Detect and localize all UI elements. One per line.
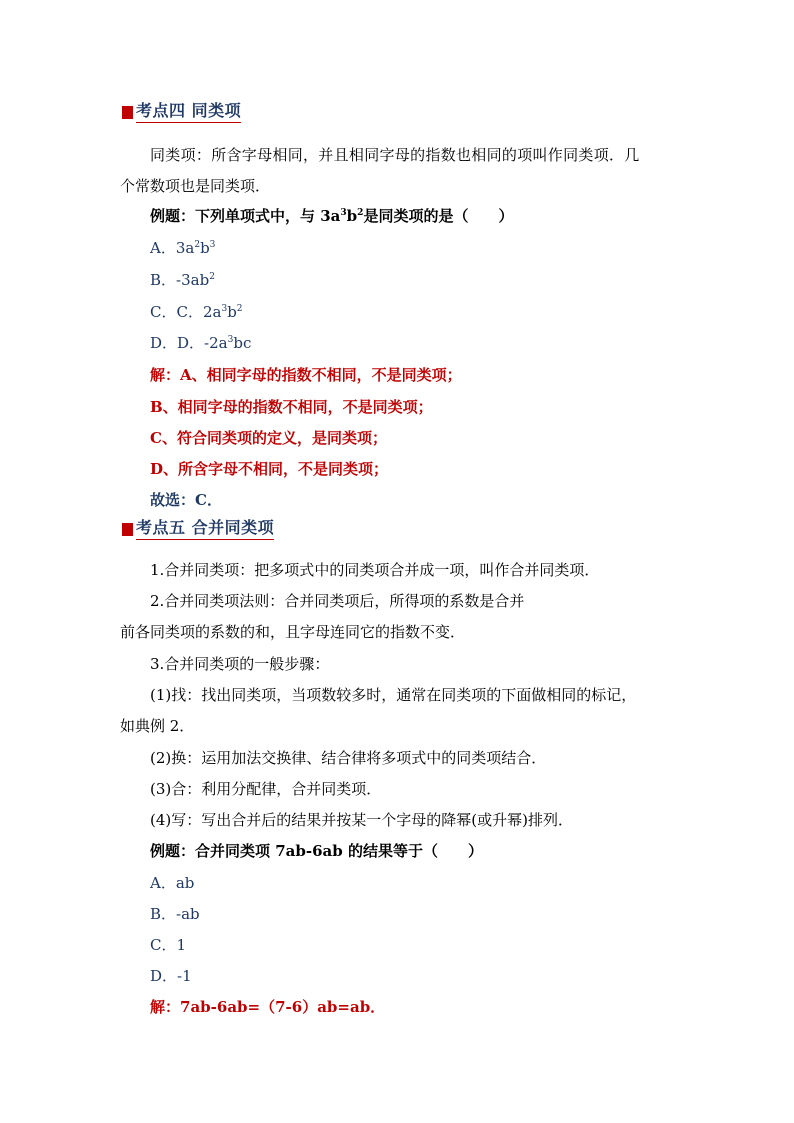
option-d-sup: 3 [227,335,234,345]
step-2: (2)换：运用加法交换律、结合律将多项式中的同类项结合． [150,749,547,767]
solution-line-2: B、相同字母的指数不相同，不是同类项； [150,398,433,416]
question-sup-1: 3 [340,208,347,218]
option-c: C．1 [150,936,187,954]
option-c-sup-1: 3 [221,304,228,314]
question-sup-2: 2 [357,208,364,218]
red-square-marker [122,106,133,119]
option-d [150,333,251,353]
option-a-sup-1: 2 [194,240,201,250]
question-text: 合并同类项 7ab-6ab 的结果等于（ ） [195,842,483,860]
option-b: B．-ab [150,905,200,923]
solution-prefix: 解： [150,998,181,1016]
solution-line-1: 解：A、相同字母的指数不相同，不是同类项； [150,366,462,384]
step-3: (3)合：利用分配律，合并同类项． [150,780,382,798]
solution-line-4: D、所含字母不相同，不是同类项； [150,460,389,478]
example-label: 例题： [150,207,196,225]
section-heading-4 [122,101,241,123]
paragraph-3: 3.合并同类项的一般步骤： [150,655,330,673]
step-1a: (1)找：找出同类项，当项数较多时，通常在同类项的下面做相同的标记， [150,686,637,704]
red-square-marker [122,523,133,536]
option-c [150,302,243,322]
solution-text: 7ab-6ab=（7-6）ab=ab． [180,998,386,1016]
option-a-text: A．3a [150,239,195,257]
paragraph-2a: 2.合并同类项法则：合并同类项后，所得项的系数是合并 [150,592,525,610]
paragraph-2b: 前各同类项的系数的和，且字母连同它的指数不变． [120,623,466,641]
example-question-2 [150,841,483,861]
definition-line-2: 个常数项也是同类项． [120,177,271,195]
option-d-text: D．D．-2a [150,334,228,352]
option-c-text: C．C．2a [150,303,222,321]
definition-line-1: 同类项：所含字母相同，并且相同字母的指数也相同的项叫作同类项．几 [150,146,640,164]
option-b-sup: 2 [209,272,215,282]
section-heading-5 [122,518,274,540]
option-d: D．-1 [150,967,192,985]
question-text-pre: 下列单项式中，与 3a [195,207,341,225]
step-1b: 如典例 2． [120,717,195,735]
section-heading-text: 考点四 同类项 [136,101,241,123]
paragraph-1: 1.合并同类项：把多项式中的同类项合并成一项，叫作合并同类项． [150,561,600,579]
option-c-sup-2: 2 [236,304,243,314]
example-question [150,206,513,226]
option-a [150,238,215,258]
section-heading-text: 考点五 合并同类项 [136,518,274,540]
option-c-mid: b [227,303,237,321]
question-text-mid: b [346,207,358,225]
option-b-text: B．-3ab [150,271,210,289]
option-a-mid: b [200,239,210,257]
option-a: A．ab [150,874,195,892]
solution-choose: 故选：C． [150,491,222,509]
step-4: (4)写：写出合并后的结果并按某一个字母的降幂(或升幂)排列． [150,811,573,829]
option-b [150,270,215,290]
solution-line [150,997,385,1017]
option-d-post: bc [233,334,252,352]
question-text-post: 是同类项的是（ ） [363,207,514,225]
example-label: 例题： [150,842,196,860]
option-a-sup-2: 3 [209,240,216,250]
solution-line-3: C、符合同类项的定义，是同类项； [150,429,387,447]
